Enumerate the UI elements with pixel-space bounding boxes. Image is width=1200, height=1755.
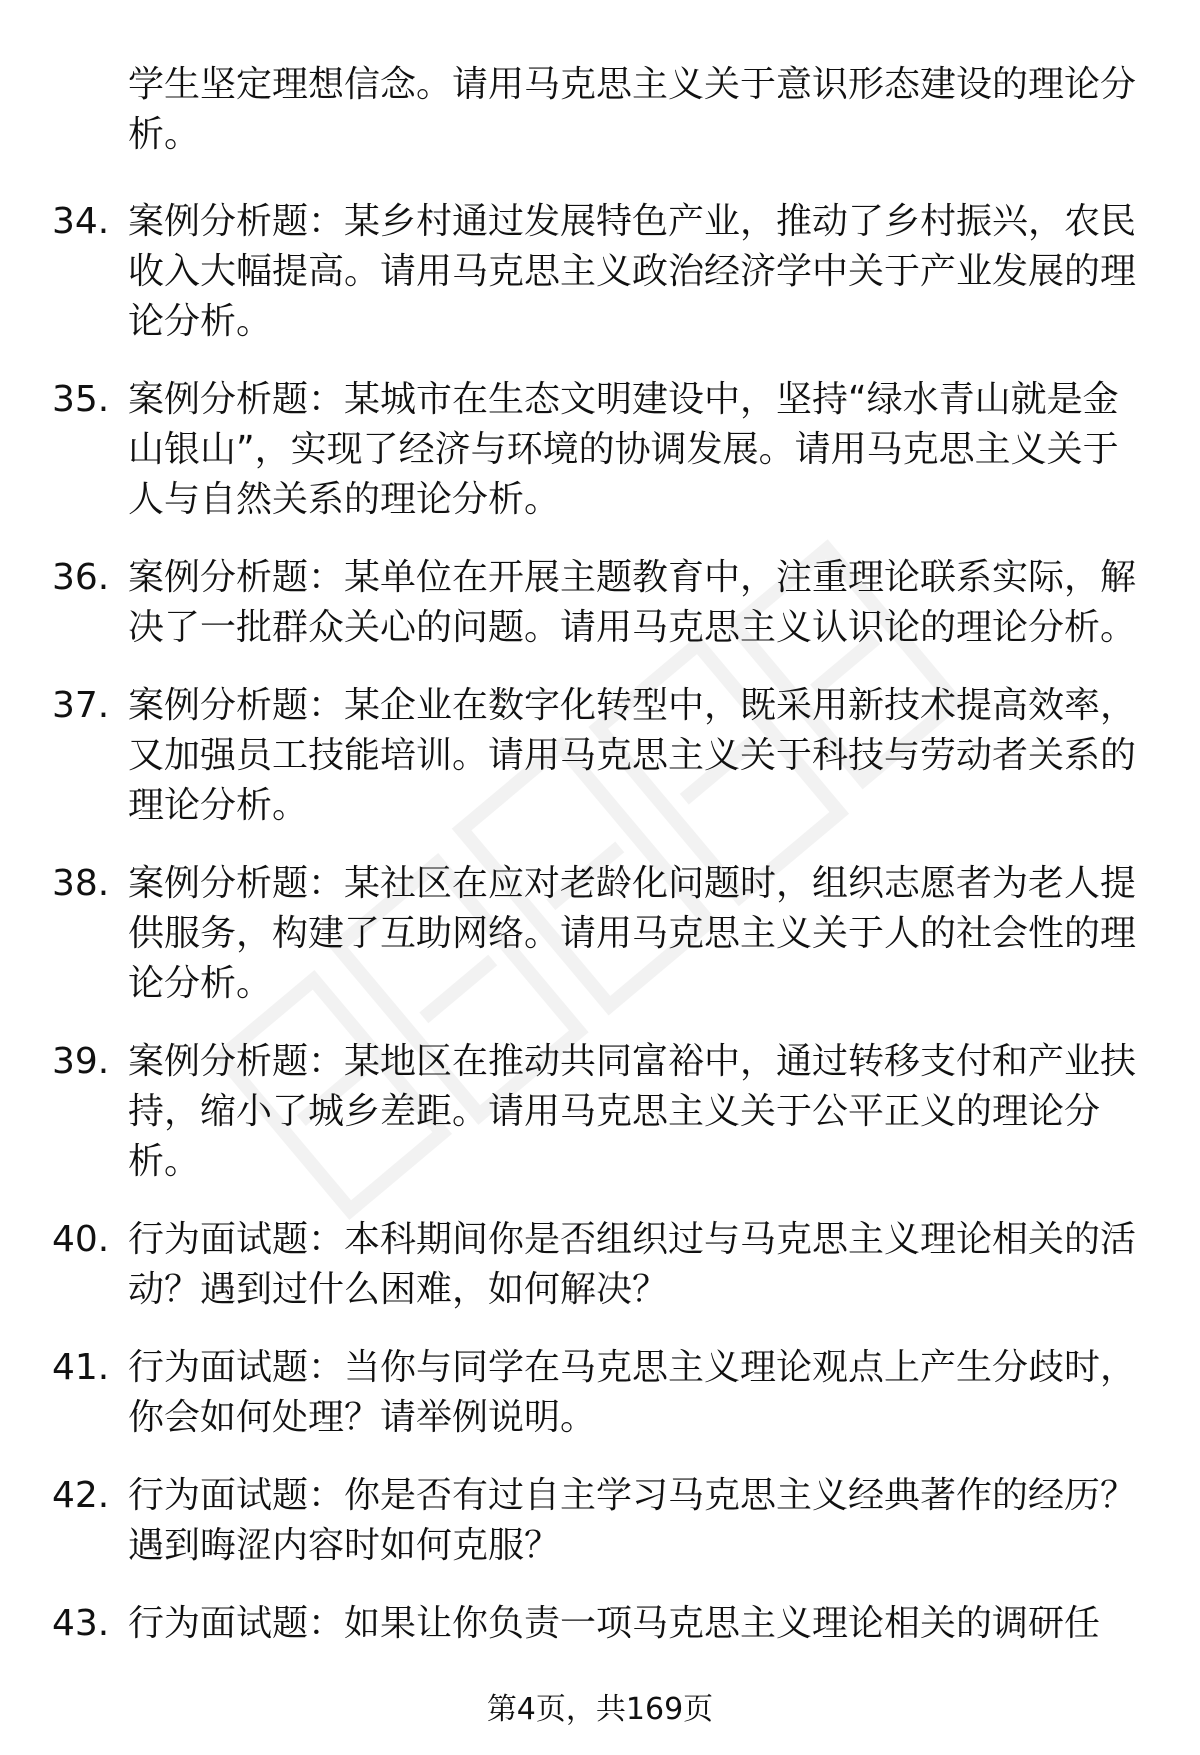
question-number: 37.	[52, 685, 110, 726]
question-list	[0, 197, 1200, 1677]
question-number: 36.	[52, 557, 110, 598]
question-item	[0, 1471, 1200, 1571]
question-text: 行为面试题：本科期间你是否组织过与马克思主义理论相关的活动？遇到过什么困难，如何解决？	[128, 1219, 1137, 1310]
question-item	[0, 681, 1200, 831]
question-item	[0, 553, 1200, 653]
question-number: 41.	[52, 1347, 110, 1388]
question-text: 案例分析题：某乡村通过发展特色产业，推动了乡村振兴，农民收入大幅提高。请用马克思主义政治经济学中关于产业发展的理论分析。	[128, 201, 1137, 342]
question-text: 案例分析题：某单位在开展主题教育中，注重理论联系实际，解决了一批群众关心的问题。请用马克思主义认识论的理论分析。	[128, 557, 1137, 648]
continuation-text: 学生坚定理想信念。请用马克思主义关于意识形态建设的理论分析。	[128, 64, 1137, 155]
question-item	[0, 1215, 1200, 1315]
question-text: 案例分析题：某城市在生态文明建设中，坚持“绿水青山就是金山银山”，实现了经济与环境的协调发展。请用马克思主义关于人与自然关系的理论分析。	[128, 379, 1119, 520]
question-number: 35.	[52, 379, 110, 420]
question-item	[0, 859, 1200, 1009]
question-text: 案例分析题：某企业在数字化转型中，既采用新技术提高效率，又加强员工技能培训。请用马克思主义关于科技与劳动者关系的理论分析。	[128, 685, 1137, 826]
question-text: 行为面试题：你是否有过自主学习马克思主义经典著作的经历？遇到晦涩内容时如何克服？	[128, 1475, 1137, 1566]
question-number: 42.	[52, 1475, 110, 1516]
question-item	[0, 1343, 1200, 1443]
question-item	[0, 1599, 1200, 1649]
question-item	[0, 197, 1200, 347]
question-text: 行为面试题：当你与同学在马克思主义理论观点上产生分歧时，你会如何处理？请举例说明。	[128, 1347, 1137, 1438]
question-number: 38.	[52, 863, 110, 904]
question-number: 43.	[52, 1603, 110, 1644]
question-item	[0, 1037, 1200, 1187]
question-number: 39.	[52, 1041, 110, 1082]
page-footer: 第4页，共169页	[486, 1692, 714, 1727]
question-number: 34.	[52, 201, 110, 242]
question-text: 案例分析题：某社区在应对老龄化问题时，组织志愿者为老人提供服务，构建了互助网络。请用马克思主义关于人的社会性的理论分析。	[128, 863, 1137, 1004]
question-number: 40.	[52, 1219, 110, 1260]
question-item	[0, 375, 1200, 525]
question-text: 案例分析题：某地区在推动共同富裕中，通过转移支付和产业扶持，缩小了城乡差距。请用马克思主义关于公平正义的理论分析。	[128, 1041, 1137, 1182]
question-text: 行为面试题：如果让你负责一项马克思主义理论相关的调研任	[128, 1603, 1101, 1644]
